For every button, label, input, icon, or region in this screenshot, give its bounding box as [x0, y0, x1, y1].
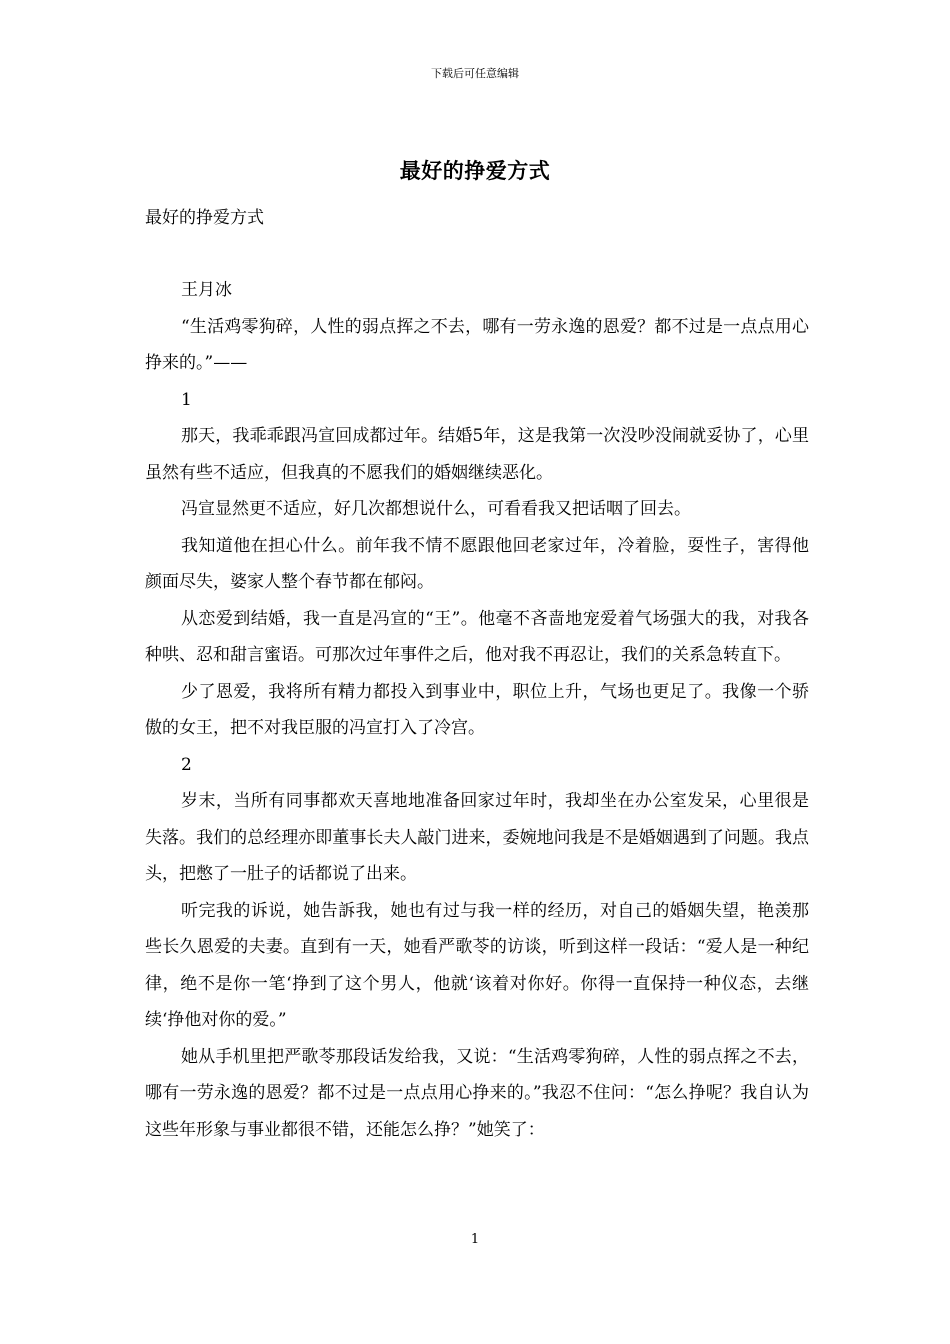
body-paragraph: 从恋爱到结婚，我一直是冯宣的“王”。他毫不吝啬地宠爱着气场强大的我，对我各种哄、忍和甜言蜜语。可那次过年事件之后，他对我不再忍让，我们的关系急转直下。 [145, 608, 809, 665]
body-paragraph: 少了恩爱，我将所有精力都投入到事业中，职位上升，气场也更足了。我像一个骄傲的女王，把不对我臣服的冯宣打入了冷宫。 [145, 681, 809, 738]
body-paragraph: 那天，我乖乖跟冯宣回成都过年。结婚5年，这是我第一次没吵没闹就妥协了，心里虽然有些不适应，但我真的不愿我们的婚姻继续恶化。 [145, 426, 809, 483]
document-body [145, 200, 809, 1148]
page-number: 1 [470, 1232, 480, 1247]
body-paragraph: 她从手机里把严歌苓那段话发给我，又说：“生活鸡零狗碎，人性的弱点挥之不去，哪有一劳永逸的恩爱？都不过是一点点用心挣来的。”我忍不住问：“怎么挣呢？我自认为这些年形象与事业都很不错，还能怎么挣？”她笑了： [145, 1046, 809, 1140]
section-number: 2 [181, 754, 192, 775]
body-paragraph: 我知道他在担心什么。前年我不情不愿跟他回老家过年，冷着脸，耍性子，害得他颜面尽失，婆家人整个春节都在郁闷。 [145, 535, 809, 592]
body-paragraph: 听完我的诉说，她告訴我，她也有过与我一样的经历，对自己的婚姻失望，艳羡那些长久恩爱的夫妻。直到有一天，她看严歌苓的访谈，听到这样一段话：“爱人是一种纪律，绝不是你一笔‘挣到了这个男人，他就‘该着对你好。你得一直保持一种仪态，去继续‘挣他对你的爱。” [145, 900, 809, 1030]
author-line: 王月冰 [181, 280, 232, 300]
body-paragraph: 冯宣显然更不适应，好几次都想说什么，可看看我又把话咽了回去。 [181, 499, 691, 519]
document-subtitle: 最好的挣爱方式 [145, 208, 264, 228]
page-header: 下载后可任意编辑 [431, 67, 519, 80]
blank-line [145, 236, 809, 272]
body-paragraph: 岁末，当所有同事都欢天喜地地准备回家过年时，我却坐在办公室发呆，心里很是失落。我们的总经理亦即董事长夫人敲门进来，委婉地问我是不是婚姻遇到了问题。我点头，把憋了一肚子的话都说了出来。 [145, 791, 809, 884]
document-title: 最好的挣爱方式 [399, 158, 551, 183]
epigraph-paragraph: “生活鸡零狗碎，人性的弱点挥之不去，哪有一劳永逸的恩爱？都不过是一点点用心挣来的。”—— [145, 316, 809, 373]
section-number: 1 [181, 389, 192, 410]
